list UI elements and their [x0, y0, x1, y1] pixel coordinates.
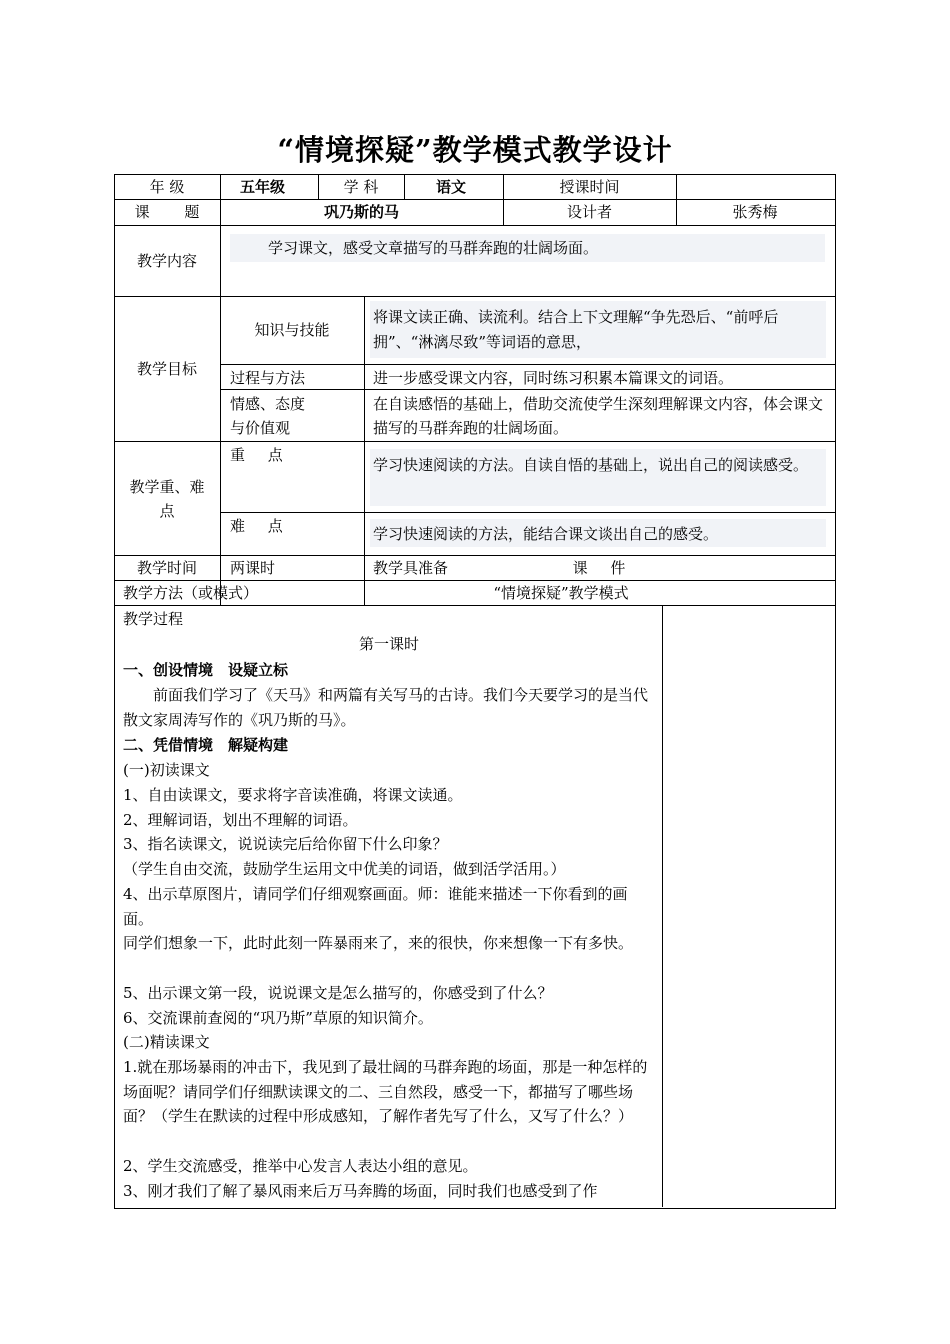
keypoints-label-1: 教学重、难: [129, 478, 205, 496]
process-line: 5、出示课文第一段，说说课文是怎么描写的，你感受到了什么？: [123, 984, 553, 1002]
goal-knowledge-label: 知识与技能: [254, 321, 330, 339]
teaching-tools-value: 课 件: [572, 559, 626, 577]
designer-label: 设计者: [566, 203, 612, 221]
method-value: “情境探疑”教学模式: [493, 584, 629, 602]
subject-value: 语文: [436, 178, 467, 196]
process-line: 3、刚才我们了解了暴风雨来后万马奔腾的场面，同时我们也感受到了作: [123, 1182, 598, 1200]
process-intro: 前面我们学习了《天马》和两篇有关写马的古诗。我们今天要学习的是当代散文家周涛写作的《巩乃斯的马》。: [123, 686, 649, 729]
key-point-label: 重 点: [230, 446, 283, 464]
teaching-time-label: 教学时间: [136, 559, 197, 577]
process-line: 1.就在那场暴雨的冲击下，我见到了最壮阔的马群奔跑的场面，那是一种怎样的场面呢？请同学们仔细默读课文的二、三自然段，感受一下，都描写了哪些场面？（学生在默读的过程中形成感知，了解作者先写了什么，又写了什么？）: [123, 1058, 648, 1126]
subject-label: 学 科: [343, 178, 379, 196]
goal-process-text: 进一步感受课文内容，同时练习积累本篇课文的词语。: [373, 369, 734, 387]
process-line: 2、理解词语，划出不理解的词语。: [123, 811, 358, 829]
teaching-tools-label: 教学具准备: [373, 559, 449, 577]
process-step-2: 二、凭借情境 解疑构建: [123, 736, 289, 754]
process-line: (一)初读课文: [123, 761, 210, 779]
method-label: 教学方法（或模式）: [123, 584, 259, 602]
goals-label: 教学目标: [136, 360, 197, 378]
content-text: 学习课文，感受文章描写的马群奔跑的壮阔场面。: [268, 239, 599, 257]
process-line: (二)精读课文: [123, 1033, 210, 1051]
process-line: 6、交流课前查阅的“巩乃斯”草原的知识简介。: [123, 1009, 433, 1027]
process-label: 教学过程: [123, 610, 184, 628]
grade-label: 年 级: [149, 178, 185, 196]
goal-process-label: 过程与方法: [230, 369, 306, 387]
difficult-point-text: 学习快速阅读的方法，能结合课文谈出自己的感受。: [373, 525, 719, 543]
process-line: 同学们想象一下，此时此刻一阵暴雨来了，来的很快，你来想像一下有多快。: [123, 934, 634, 952]
keypoints-label-2: 点: [159, 502, 175, 520]
class-time-label: 授课时间: [559, 178, 620, 196]
process-line: 2、学生交流感受，推举中心发言人表达小组的意见。: [123, 1157, 478, 1175]
process-line: 1、自由读课文，要求将字音读准确，将课文读通。: [123, 786, 463, 804]
topic-value: 巩乃斯的马: [323, 203, 399, 221]
topic-label: 课 题: [134, 203, 200, 221]
goal-emotion-text: 在自读感悟的基础上，借助交流使学生深刻理解课文内容，体会课文描写的马群奔跑的壮阔场面。: [373, 395, 824, 437]
content-label: 教学内容: [136, 252, 197, 270]
goal-emotion-label-2: 与价值观: [230, 419, 291, 437]
goal-knowledge-text: 将课文读正确、读流利。结合上下文理解“争先恐后、“前呼后拥”、“淋漓尽致”等词语的意思，: [373, 308, 779, 351]
designer-value: 张秀梅: [732, 203, 778, 221]
process-line: （学生自由交流，鼓励学生运用文中优美的词语，做到活学活用。）: [123, 860, 566, 878]
key-point-text: 学习快速阅读的方法。自读自悟的基础上，说出自己的阅读感受。: [373, 456, 809, 474]
lesson-title: 第一课时: [358, 635, 419, 653]
teaching-time-value: 两课时: [230, 559, 276, 577]
process-line: 3、指名读课文，说说读完后给你留下什么印象？: [123, 835, 448, 853]
process-step-1: 一、创设情境 设疑立标: [123, 661, 289, 679]
goal-emotion-label-1: 情感、态度: [230, 395, 306, 413]
process-line: 4、出示草原图片，请同学们仔细观察画面。师：谁能来描述一下你看到的画面。: [123, 885, 628, 928]
page-title: “情境探疑”教学模式教学设计: [277, 133, 673, 167]
grade-value: 五年级: [240, 178, 286, 196]
difficult-point-label: 难 点: [230, 517, 283, 535]
